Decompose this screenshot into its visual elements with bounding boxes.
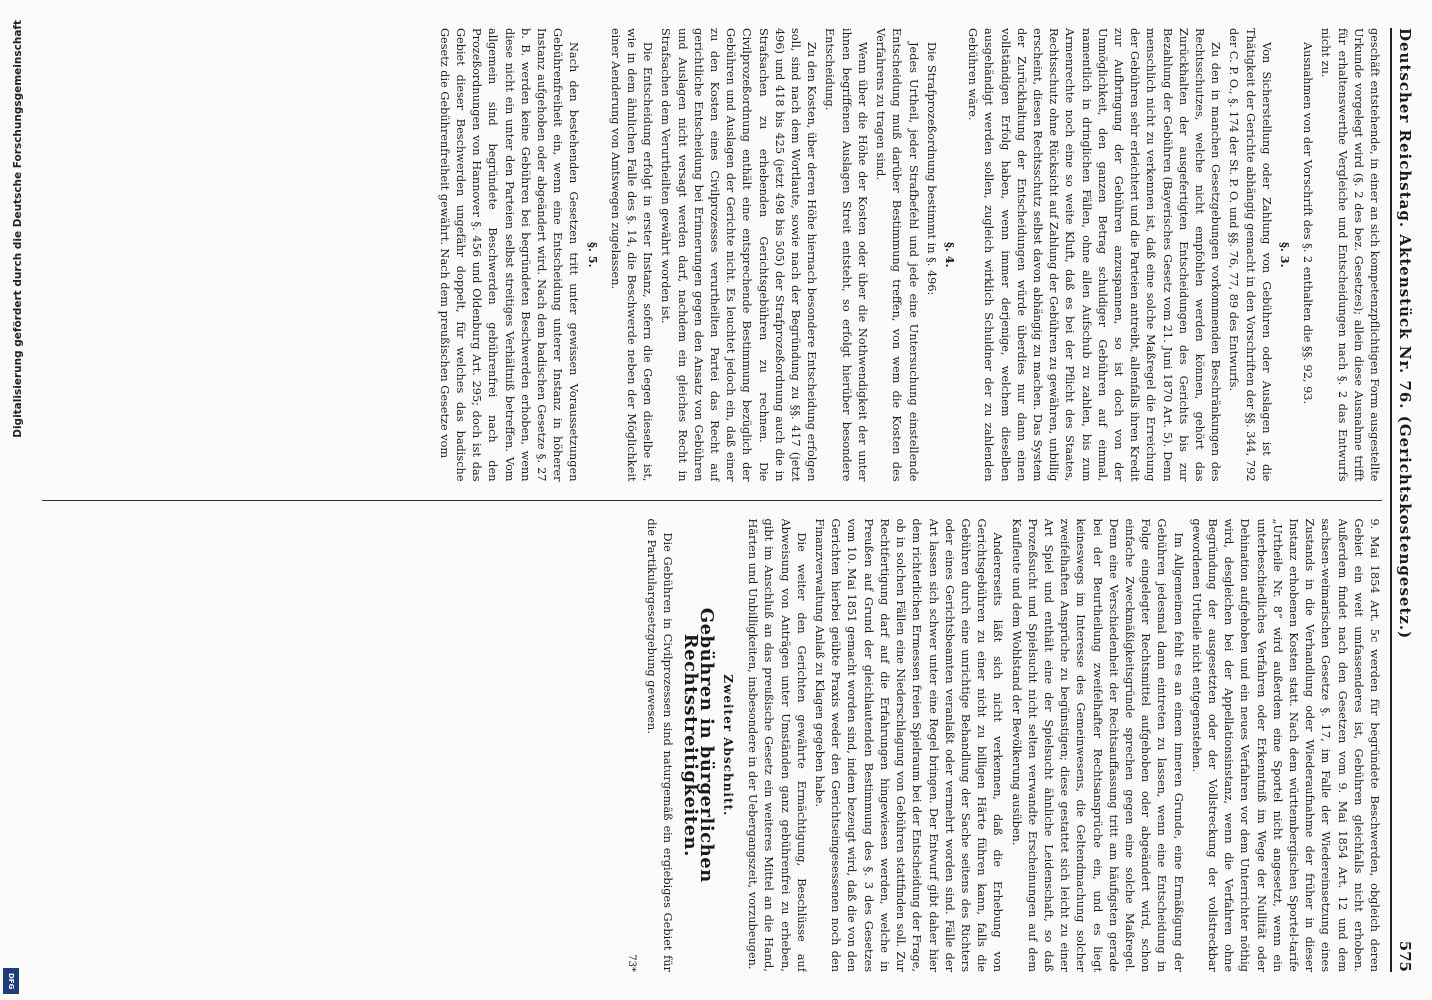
left-column — [42, 28, 1382, 482]
column-divider — [42, 500, 1382, 501]
paragraph: Von Sicherstellung oder Zahlung von Gebühren oder Auslagen ist die Thätigkeit der Gerichte abhängig gemacht in den Vorschriften der §§. 344, 792 der C. P. O., §. 174 der St. P. O. und §§. 76, 77, 89 des Entwurfs. — [1227, 28, 1273, 482]
paragraph: Andererseits läßt sich nicht verkennen, daß die Erhebung von Gerichtsgebühren zu einer nicht zu billigen Härte führen kann, falls die Gebühren durch eine unrichtige Behandlung der Sache seitens des Richters oder eines Gerichtsbeamten veranlaßt oder vermehrt worden sind. Fälle der Art lassen sich schwer unter eine Regel bringen. Der Entwurf gibt daher hier dem richterlichen Ermessen freien Spielraum bei der Entscheidung der Frage, ob in solchen Fällen eine Niederschlagung von Gebühren stattfinden soll. Zur Rechtfertigung darf auf die Erfahrungen hingewiesen werden, welche in Preußen auf Grund der gleichlautenden Bestimmung des §. 3 des Gesetzes vom 10. Mai 1851 gemacht worden sind, indem bezeugt wird, daß die von den Gerichten hierbei geübte Praxis weder den Gerichtseingesessenen noch den Finanzverwaltung Anlaß zu Klagen gegeben habe. — [813, 518, 1005, 972]
digitization-credit — [4, 0, 26, 1000]
running-title: Deutscher Reichstag. Aktenstück Nr. 76. (Gerichtskostengesetz.) — [1396, 28, 1414, 640]
section-heading: §. 4. — [942, 241, 957, 268]
part-title: Zweiter Abschnitt. — [721, 674, 736, 817]
paragraph: Ausnahmen von der Vorschrift des §. 2 enthalten die §§. 92, 93. — [1301, 42, 1315, 405]
paragraph: Die Strafprozeßordnung bestimmt in §. 496: — [924, 42, 938, 296]
paragraph: Die Gebühren in Civilprozessen sind naturgemäß ein ergiebiges Gebiet für die Partikulargesetzgebung gewesen. — [645, 518, 675, 972]
paragraph: Die Entscheidung erfolgt in erster Instanz, sofern die Gegen dieselbe ist, wie in dem ähnlichen Falle des §. 14, die Beschwerde neben der Möglichkeit einer Aenderung von Amtswegen zugelassen. — [608, 28, 655, 482]
paragraph: Nach den bestehenden Gesetzen tritt unter gewissen Voraussetzungen Gebührenfreiheit ein, wenn eine Entscheidung unterer Instanz in höherer Instanz aufgehoben oder abgeändert wird. Nach dem badischen Gesetze §. 27 b. B. werden keine Gebühren bei begründeten Beschwerden erhoben, wenn diese nicht ein unter den Parteien selbst streitiges Verhältniß betreffen. Vom allgemein sind begründete Beschwerden gebührenfrei nach den Prozeßordnungen von Hannover §. 456 und Oldenburg Art. 295; doch ist das Gebiet dieser Beschwerden ungefähr doppelt, für welches das badische Gesetz die Gebührenfreiheit gewährt. Nach dem preußischen Gesetze vom — [437, 28, 581, 482]
paragraph: Im Allgemeinen fehlt es an einem inneren Grunde, eine Ermäßigung der Gebühren jedesmal dann eintreten zu lassen, wenn eine Entscheidung in Folge eingelegter Rechtsmittel aufgehoben oder abgeändert wird, schon einfache Zweckmäßigkeitsgründe sprechen gegen eine solche Maßregel. Denn eine Verschiedenheit der Rechtsauffassung tritt am häufigsten gerade bei der Beurtheilung zweifelhafter Rechtsansprüche ein, und es liegt keineswegs im Interesse des Gemeinwesens, die Geltendmachung solcher zweifelhaften Ansprüche zu begünstigen; diese gestattet sich leicht zu einer Art Spiel und enthält eine der Spielsucht ähnliche Leidenschaft, so daß Prozeßsucht und Spielsucht nicht selten verwandte Erscheinungen auf dem Kaufleute und dem Wohlstand der Bevölkerung ausüben. — [1009, 518, 1185, 972]
signature-mark: 73* — [626, 954, 638, 972]
section-heading: §. 3. — [1277, 241, 1292, 268]
page-header — [1390, 28, 1414, 972]
paragraph: Zu den in manchen Gesetzgebungen vorkommenden Beschränkungen des Rechtsschutzes, welche nicht empfohlen werden können, gehört das Zurückhalten der ausgefertigten Entscheidungen des Gerichts bis zur Bezahlung der Gebühren (Bayerisches Gesetz vom 21. Juni 1870 Art. 5). Denn menschlich nicht zu verkennen ist, daß eine solche Maßregel die Erreichung der Gebühren sehr erleichtert und die Parteien antreibt, allenfalls ihren Kredit zur Aufbringung der Gebühren anzuspannen, so ist doch von der Unmöglichkeit, den ganzen Betrag schuldiger Gebühren auf einmal, namentlich in dringlichen Fällen, ohne allen Aufschub zu zahlen, bis zum Armenrechte noch eine so weite Kluft, daß es bei der Pflicht des Staates, Rechtsschutz ohne Rücksicht auf Zahlung der Gebühren zu gewähren, unbillig erscheint, diesen Rechtsschutz selbst davon abhängig zu machen. Das System der Zurückhaltung der Entscheidungen würde überdies nur dann einen vollständigen Erfolg haben, wenn immer derjenige, welchem dieselben ausgehändigt werden sollen, zugleich wirklich Schuldner der zu zahlenden Gebühren wäre. — [966, 28, 1223, 482]
dfg-logo-icon: DFG — [3, 968, 19, 994]
paragraph: Die weiter den Gerichten gewährte Ermächtigung, Beschlüsse auf Abweisung von Anträgen unter Umständen ganz gebührenfrei zu erheben, gibt im Anschluß an das preußische Gesetz ein weiteres Mittel an die Hand, Härten und Unbilligkeiten, insbesondere in der Uebergangszeit, vorzubeugen. — [746, 518, 808, 972]
part-heading: Gebühren in bürgerlichen Rechtsstreitigkeiten. — [679, 607, 717, 883]
section-heading: §. 5. — [585, 241, 600, 268]
paragraph: geschäft entstehende, in einer an sich kompetenzpflichtigen Form ausgestellte Urkunde vorgelegt wird (§. 2 des bez. Gesetzes); allein diese Ausnahme trifft für erhaltenswerthe Vergleiche und Entscheidungen nach §. 2 das Entwurfs nicht zu. — [1319, 28, 1381, 482]
page-number: 575 — [1396, 940, 1414, 972]
right-column — [42, 519, 1382, 973]
credit-text: Digitalisierung gefördert durch die Deutsche Forschungsgemeinschaft — [12, 20, 24, 438]
paragraph: Wenn über die Höhe der Kosten oder über die Nothwendigkeit der unter ihnen begriffenen Auslagen Streit entsteht, so erfolgt hierüber besondere Entscheidung. — [823, 28, 869, 482]
paragraph: Jedes Urtheil, jeder Strafbefehl und jede eine Untersuchung einstellende Entscheidung muß darüber Bestimmung treffen, von wem die Kosten des Verfahrens zu tragen sind. — [874, 28, 920, 482]
text-columns — [42, 28, 1382, 972]
paragraph: Zu den Kosten, über deren Höhe hiernach besondere Entscheidung erfolgen soll, sind nach dem Wortlaute, sowie nach der Begründung zu §§. 417 (jetzt 496) und 418 bis 425 (jetzt 498 bis 505) der Strafprozeßordnung auch die in Strafsachen zu erhebenden Gerichtsgebühren zu rechnen. Die Civilprozeßordnung enthält eine entsprechende Bestimmung bezüglich der Gebühren und Auslagen der Gerichte nicht. Es leuchtet jedoch ein, daß einer zu den Kosten eines Civilprozesses verurtheilten Partei das Recht auf gerichtliche Entscheidung bei Erinnerungen gegen den Ansatz von Gebühren und Auslagen nicht versagt werden darf, nachdem ein gleiches Recht in Strafsachen dem Verurtheilten gewährt worden ist. — [659, 28, 819, 482]
paragraph: 9. Mai 1854 Art. 5c werden für begründete Beschwerden, obgleich deren Gebiet ein weit umfassenderes ist, Gebühren gleichfalls nicht erhoben. Außerdem findet nach den Gesetzen vom 9. Mai 1854 Art. 12 und dem sachsen-weimarischen Gesetze §. 17, im Falle der Wiedereinsetzung eines Zustands in die Verhandlung oder Wiederaufnahme der früher in dieser Instanz erhobenen Kosten statt. Nach dem württembergischen Sportel-tarife „Urtheile Nr. 8“ wird außerdem eine Sportel nicht angesetzt, wenn ein unterbeschiedliches Verfahren oder Erkenntniß im Wege der Nullität oder Dehination aufgehoben und ein neues Verfahren vor dem Unterrichter nöthig wird, desgleichen bei der Appellationsinstanz, wenn die Verfahren ohne Begründung der ausgesetzten oder der Vollstreckung der vollstreckbar gewordenen Urtheile nicht entgegenstehen. — [1189, 518, 1381, 972]
